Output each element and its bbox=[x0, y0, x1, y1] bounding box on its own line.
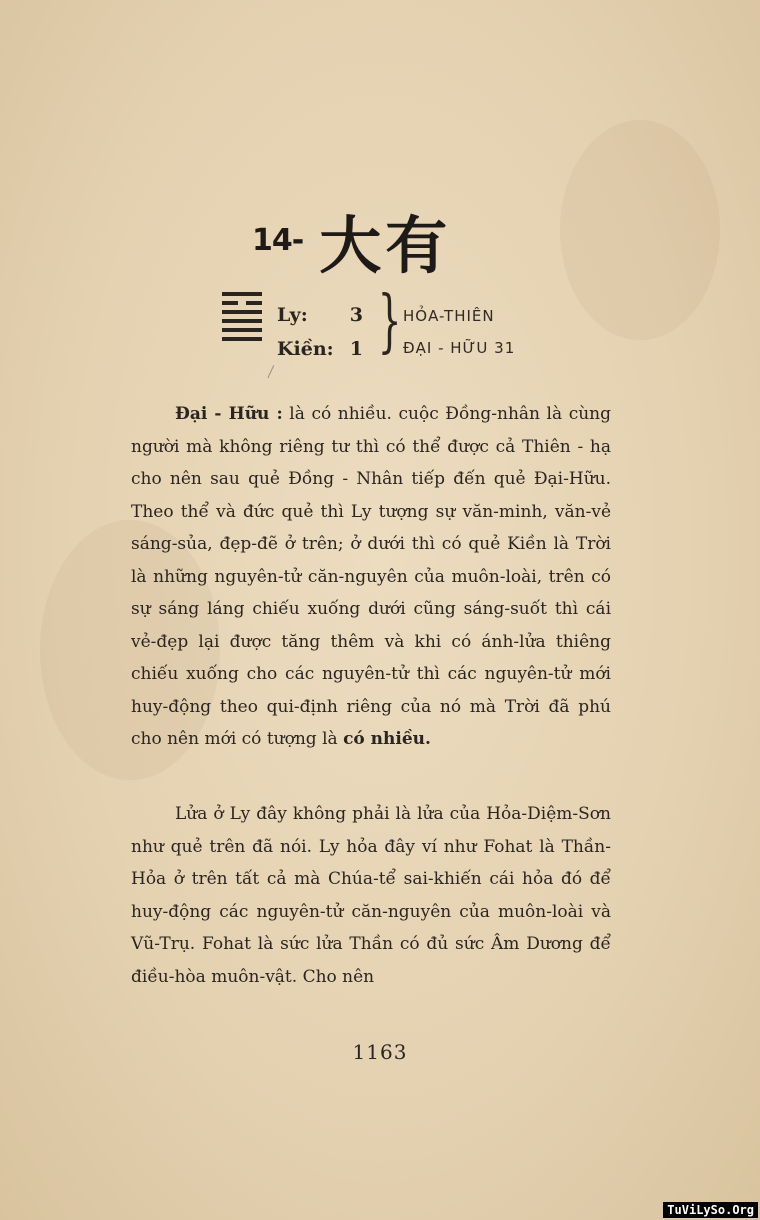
watermark: TuViLySo.Org bbox=[663, 1202, 758, 1218]
chapter-number: 14- bbox=[252, 223, 304, 258]
paper-stain bbox=[560, 120, 720, 340]
hexagram-line bbox=[222, 301, 262, 305]
trigram-row bbox=[277, 332, 363, 366]
hexagram-line bbox=[222, 292, 262, 296]
grouping-brace: } bbox=[377, 282, 402, 361]
trigram-name: Kiền: bbox=[277, 338, 334, 360]
stray-mark bbox=[267, 365, 279, 381]
hexagram-symbol bbox=[222, 292, 262, 346]
page-number: 1163 bbox=[352, 1040, 408, 1064]
paragraph-text: là có nhiều. cuộc Đồng-nhân là cùng người mà không riêng tư thì có thể được cả Thiên - hạ cho nên sau quẻ Đồng - Nhân tiếp đến quẻ Đại-Hữu. Theo thể và đức quẻ thì Ly tượng sự văn-minh, văn-vẻ sáng-sủa, đẹp-đẽ ở trên; ở dưới thì có quẻ Kiền là Trời là những nguyên-tử căn-nguyên của muôn-loài, trên có sự sáng láng chiếu xuống dưới cũng sáng-suốt thì cái vẻ-đẹp lại được tăng thêm và khi có ánh-lửa thiêng chiếu xuống cho các nguyên-tử thì các nguyên-tử mới huy-động theo qui-định riêng của nó mà Trời đã phú cho nên mới có tượng là bbox=[131, 404, 611, 749]
chapter-han-title: 大有 bbox=[319, 209, 452, 282]
trigram-row bbox=[277, 298, 363, 332]
hexagram-names bbox=[403, 300, 515, 364]
hexagram-name: ĐẠI - HỮU 31 bbox=[403, 339, 516, 357]
trigram-list bbox=[277, 298, 363, 366]
trigram-name: Ly: bbox=[277, 304, 308, 326]
hexagram-alt-name: HỎA-THIÊN bbox=[403, 307, 495, 325]
emphasis-text: có nhiều. bbox=[343, 729, 431, 749]
trigram-value: 3 bbox=[349, 304, 363, 326]
hexagram-line bbox=[222, 337, 262, 341]
paragraph-1 bbox=[131, 398, 611, 756]
lead-term: Đại - Hữu : bbox=[175, 404, 283, 424]
hexagram-line bbox=[222, 328, 262, 332]
paragraph-2 bbox=[131, 798, 611, 993]
hexagram-line bbox=[222, 319, 262, 323]
hexagram-line bbox=[222, 310, 262, 314]
chapter-title bbox=[252, 196, 451, 285]
paragraph-text: Lửa ở Ly đây không phải là lửa của Hỏa-Diệm-Sơn như quẻ trên đã nói. Ly hỏa đây ví như Fohat là Thần-Hỏa ở trên tất cả mà Chúa-tể sai-khiến cái hỏa đó để huy-động các nguyên-tử căn-nguyên của muôn-loài và Vũ-Trụ. Fohat là sức lửa Thần có đủ sức Âm Dương để điều-hòa muôn-vật. Cho nên bbox=[131, 804, 611, 987]
trigram-value: 1 bbox=[349, 338, 363, 360]
